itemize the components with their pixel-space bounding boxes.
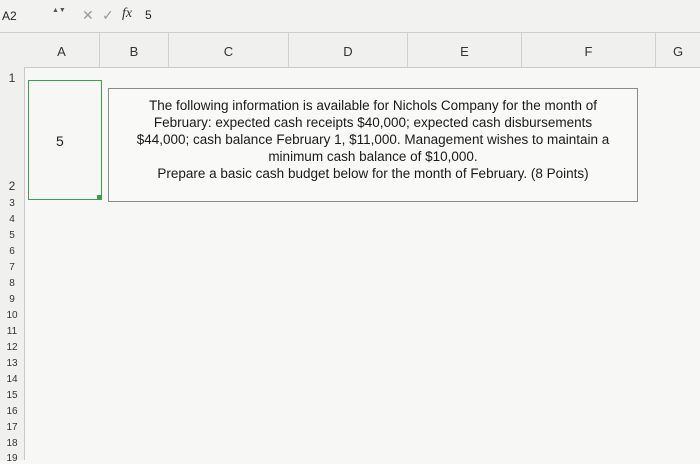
row-header-11[interactable]: 11 [6,326,18,337]
row-header-15[interactable]: 15 [6,390,18,401]
column-header-row [0,33,700,68]
name-box[interactable]: A2 [2,9,17,23]
row-header-1[interactable]: 1 [8,71,16,85]
row-header-3[interactable]: 3 [9,198,15,209]
problem-text-line-5: Prepare a basic cash budget below for the month of February. (8 Points) [157,166,589,181]
row-header-6[interactable]: 6 [9,246,15,257]
column-header-a[interactable]: A [24,33,100,67]
row-header-9[interactable]: 9 [9,294,15,305]
fx-icon[interactable]: fx [122,6,133,21]
row-header-19[interactable]: 19 [6,453,18,464]
column-header-d[interactable]: D [289,33,408,67]
formula-bar [0,0,700,33]
row-header-12[interactable]: 12 [6,342,18,353]
problem-text-line-2: February: expected cash receipts $40,000; expected cash disbursements [153,115,593,130]
row-header-5[interactable]: 5 [9,230,15,241]
cell-a2-value: 5 [56,133,64,149]
merged-cell-b1-f1[interactable] [108,88,638,202]
row-header-14[interactable]: 14 [6,374,18,385]
column-header-c[interactable]: C [169,33,289,67]
row-header-13[interactable]: 13 [6,358,18,369]
stepper-icon[interactable]: ▲▼ [52,7,66,14]
column-header-b[interactable]: B [100,33,169,67]
accept-icon[interactable]: ✓ [102,7,114,23]
column-header-e[interactable]: E [408,33,522,67]
problem-text-line-3: $44,000; cash balance February 1, $11,000. Management wishes to maintain a [136,132,610,147]
row-header-16[interactable]: 16 [6,406,18,417]
problem-text [111,97,635,182]
row-header-2[interactable]: 2 [8,179,16,193]
formula-input[interactable]: 5 [145,8,152,22]
row-header-8[interactable]: 8 [9,278,15,289]
fill-handle[interactable] [97,195,102,200]
problem-text-line-1: The following information is available for Nichols Company for the month of [149,98,597,113]
row-header-column [0,67,25,464]
row-header-17[interactable]: 17 [6,422,18,433]
column-header-g[interactable]: G [672,44,684,59]
row-header-18[interactable]: 18 [6,438,18,449]
column-header-f[interactable]: F [522,33,656,67]
row-header-7[interactable]: 7 [9,262,15,273]
row-header-4[interactable]: 4 [9,214,15,225]
row-header-10[interactable]: 10 [6,310,18,321]
problem-text-line-4: minimum cash balance of $10,000. [268,149,478,164]
cancel-icon[interactable]: ✕ [82,7,94,23]
